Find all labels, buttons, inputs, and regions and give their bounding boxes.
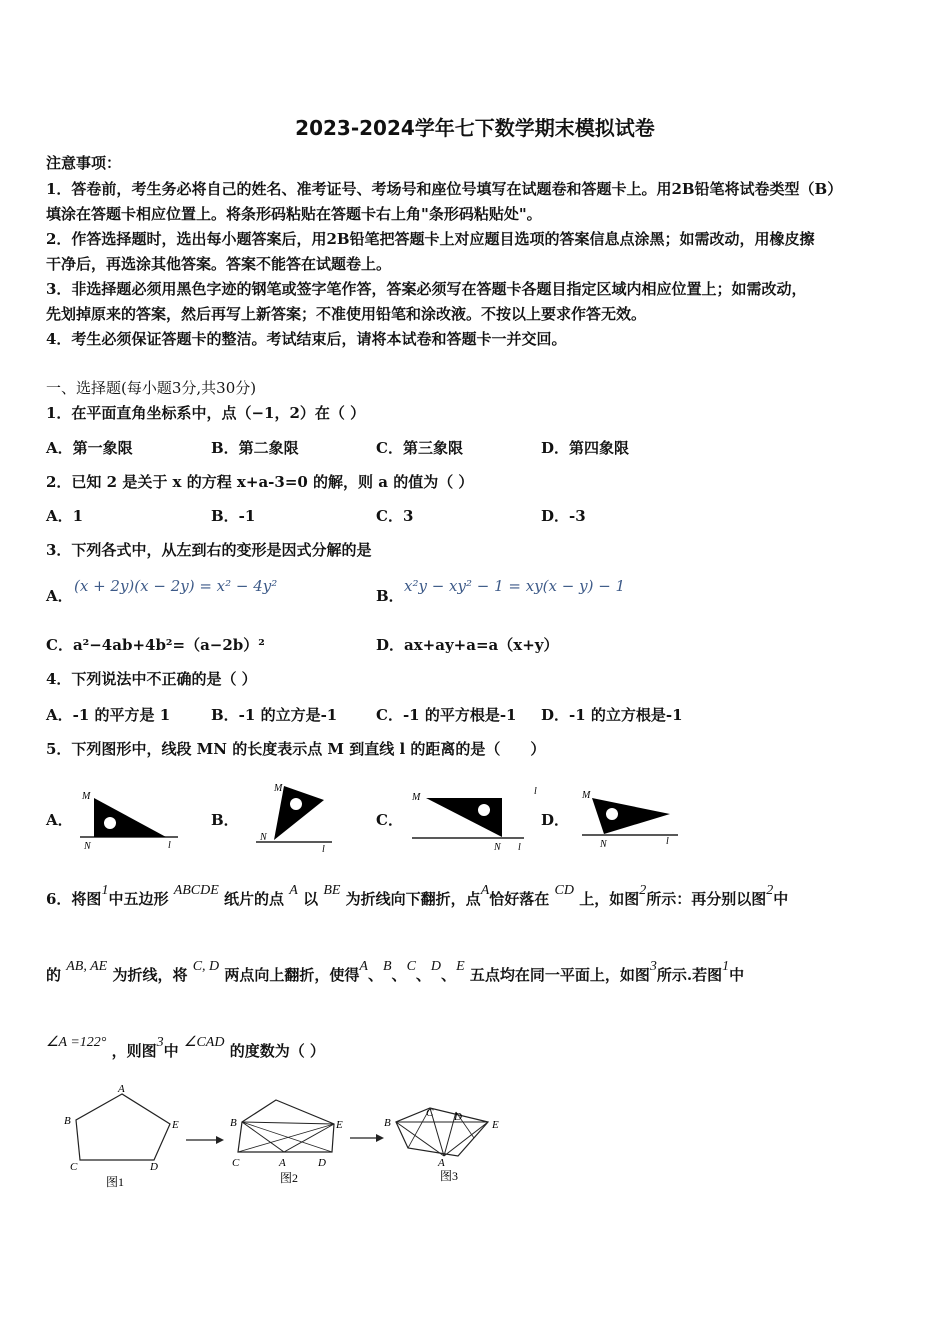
notice-line: 2．作答选择题时，选出每小题答案后，用2B铅笔把答题卡上对应题目选项的答案信息点涂黑；如需改动，用橡皮擦 xyxy=(46,230,815,248)
q6-text: 、 xyxy=(367,966,383,984)
question-1-stem: 1．在平面直角坐标系中，点（−1，2）在（ ） xyxy=(46,404,366,422)
q4-option-a: A．-1 的平方是 1 xyxy=(46,706,171,724)
q6-math: C xyxy=(406,959,416,974)
question-6-line-3 xyxy=(46,1035,325,1061)
q4-option-b: B．-1 的立方是-1 xyxy=(211,706,338,724)
question-3-stem: 3．下列各式中，从左到右的变形是因式分解的是 xyxy=(46,541,372,559)
pentagon-fig1 xyxy=(76,1094,170,1160)
q6-figures xyxy=(58,1082,518,1192)
label-l: l xyxy=(322,844,325,855)
q6-text: 、 xyxy=(441,966,457,984)
q1-option-c: C．第三象限 xyxy=(376,439,463,457)
label-l-top: l xyxy=(534,786,537,797)
fig1-label: 图1 xyxy=(106,1175,125,1189)
label-n: N xyxy=(600,839,607,850)
vertex-d: D xyxy=(318,1157,326,1169)
q3-option-b-label: B． xyxy=(376,587,404,605)
q6-text: 为折线向下翻折，点 xyxy=(345,890,481,908)
q6-text: 、 xyxy=(391,966,407,984)
q1-option-d: D．第四象限 xyxy=(541,439,630,457)
q3-option-a-label: A． xyxy=(46,587,73,605)
q3-option-a-formula: (x + 2y)(x − 2y) = x² − 4y² xyxy=(74,577,278,595)
notice-line: 干净后，再选涂其他答案。答案不能答在试题卷上。 xyxy=(46,255,392,273)
vertex-c: C xyxy=(426,1107,434,1119)
q4-option-d: D．-1 的立方根是-1 xyxy=(541,706,683,724)
q2-option-c: C．3 xyxy=(376,507,414,525)
vertex-b: B xyxy=(64,1115,71,1127)
exam-title: 2023-2024学年七下数学期末模拟试卷 xyxy=(295,116,655,140)
label-n: N xyxy=(260,832,267,843)
question-6-line-1 xyxy=(46,883,789,909)
fig2-label: 图2 xyxy=(280,1171,299,1185)
q6-math: ∠A =122° xyxy=(46,1035,107,1050)
label-n: N xyxy=(494,842,501,853)
q5-figure-a xyxy=(78,784,180,852)
vertex-e: E xyxy=(492,1119,499,1131)
q2-option-d: D．-3 xyxy=(541,507,586,525)
q6-text: 为折线，将 xyxy=(112,966,188,984)
q3-option-d: D．ax+ay+a=a（x+y） xyxy=(376,636,559,654)
q6-math: A xyxy=(289,883,298,898)
q6-text: 的度数为（ ） xyxy=(229,1042,325,1060)
question-2-stem: 2．已知 2 是关于 x 的方程 x+a-3=0 的解，则 a 的值为（ ） xyxy=(46,473,474,491)
vertex-e: E xyxy=(336,1119,343,1131)
notice-line: 4．考生必须保证答题卡的整洁。考试结束后，请将本试卷和答题卡一并交回。 xyxy=(46,330,567,348)
q6-text: 中 xyxy=(773,890,789,908)
q6-math: A xyxy=(480,883,490,898)
q6-text: 中 xyxy=(729,966,745,984)
q4-option-c: C．-1 的平方根是-1 xyxy=(376,706,517,724)
q2-option-b: B．-1 xyxy=(211,507,256,525)
q6-text: 恰好落在 xyxy=(489,890,550,908)
label-m: M xyxy=(82,791,91,802)
question-4-stem: 4．下列说法中不正确的是（ ） xyxy=(46,670,257,688)
q5-option-a-label: A． xyxy=(46,811,73,829)
label-l: l xyxy=(666,836,669,847)
q6-text: 两点向上翻折，使得 xyxy=(224,966,360,984)
q6-math: E xyxy=(456,959,465,974)
notice-line: 1．答卷前，考生务必将自己的姓名、准考证号、考场号和座位号填写在试题卷和答题卡上。用2B铅笔将试卷类型（B） xyxy=(46,180,843,198)
q6-text: 中 xyxy=(163,1042,179,1060)
q6-math: 1 xyxy=(101,883,109,898)
q3-option-c: C．a²−4ab+4b²=（a−2b）² xyxy=(46,636,265,654)
q6-math: 1 xyxy=(722,959,730,974)
q5-figure-b xyxy=(252,780,336,856)
question-6-line-2 xyxy=(46,959,745,985)
section-heading: 一、选择题(每小题3分,共30分) xyxy=(46,379,257,397)
q6-math: 2 xyxy=(639,883,647,898)
q6-math: A xyxy=(359,959,368,974)
notice-line: 先划掉原来的答案，然后再写上新答案；不准使用铅笔和涂改液。不按以上要求作答无效。 xyxy=(46,305,647,323)
q6-text: 以 xyxy=(303,890,319,908)
q1-option-a: A．第一象限 xyxy=(46,439,133,457)
q6-text: 6．将图 xyxy=(46,890,102,908)
notice-line: 填涂在答题卡相应位置上。将条形码粘贴在答题卡右上角"条形码粘贴处"。 xyxy=(46,205,542,223)
q5-option-c-label: C． xyxy=(376,811,403,829)
q5-option-b-label: B． xyxy=(211,811,239,829)
q6-text: ，则图 xyxy=(111,1042,157,1060)
q6-math: AB, AE xyxy=(66,959,108,974)
q5-figure-d xyxy=(578,786,682,852)
q6-math: C, D xyxy=(192,959,220,974)
label-m: M xyxy=(582,790,591,801)
q6-text: 上，如图 xyxy=(579,890,640,908)
q6-text: 的 xyxy=(46,966,62,984)
question-5-stem: 5．下列图形中，线段 MN 的长度表示点 M 到直线 l 的距离的是（ ） xyxy=(46,740,546,758)
q1-option-b: B．第二象限 xyxy=(211,439,299,457)
q2-option-a: A．1 xyxy=(46,507,84,525)
q6-math: 2 xyxy=(766,883,774,898)
arrow-head xyxy=(216,1136,224,1144)
vertex-a: A xyxy=(118,1083,125,1095)
vertex-a: A xyxy=(438,1157,445,1169)
vertex-d: D xyxy=(454,1111,462,1123)
label-m: M xyxy=(412,792,421,803)
vertex-e: E xyxy=(172,1119,179,1131)
q5-option-d-label: D． xyxy=(541,811,570,829)
label-l: l xyxy=(168,840,171,851)
q6-math: B xyxy=(382,959,392,974)
fig3-label: 图3 xyxy=(440,1169,459,1183)
vertex-a: A xyxy=(279,1157,286,1169)
q6-math: 3 xyxy=(649,959,657,974)
q6-math: ∠CAD xyxy=(183,1035,225,1050)
q6-text: 纸片的点 xyxy=(224,890,285,908)
notice-heading: 注意事项： xyxy=(46,154,122,172)
q6-text: 五点均在同一平面上，如图 xyxy=(469,966,650,984)
q6-text: 中五边形 xyxy=(108,890,169,908)
q6-math: CD xyxy=(554,883,574,898)
q3-option-b-formula: x²y − xy² − 1 = xy(x − y) − 1 xyxy=(404,577,626,595)
vertex-b: B xyxy=(384,1117,391,1129)
vertex-c: C xyxy=(70,1161,78,1173)
q5-figure-c xyxy=(408,784,537,854)
q6-math: 3 xyxy=(156,1035,164,1050)
q6-text: 所示.若图 xyxy=(656,966,723,984)
label-l: l xyxy=(518,842,521,853)
vertex-b: B xyxy=(230,1117,237,1129)
q6-text: 、 xyxy=(415,966,431,984)
vertex-c: C xyxy=(232,1157,240,1169)
pentagon-fig2 xyxy=(238,1100,334,1152)
label-m: M xyxy=(274,783,283,794)
vertex-d: D xyxy=(150,1161,158,1173)
q6-text: 所示：再分别以图 xyxy=(646,890,767,908)
label-n: N xyxy=(84,841,91,852)
q6-math: D xyxy=(430,959,442,974)
q6-math: ABCDE xyxy=(173,883,219,898)
arrow-head xyxy=(376,1134,384,1142)
notice-line: 3．非选择题必须用黑色字迹的钢笔或签字笔作答，答案必须写在答题卡各题目指定区域内相应位置上；如需改动， xyxy=(46,280,807,298)
q6-math: BE xyxy=(323,883,341,898)
